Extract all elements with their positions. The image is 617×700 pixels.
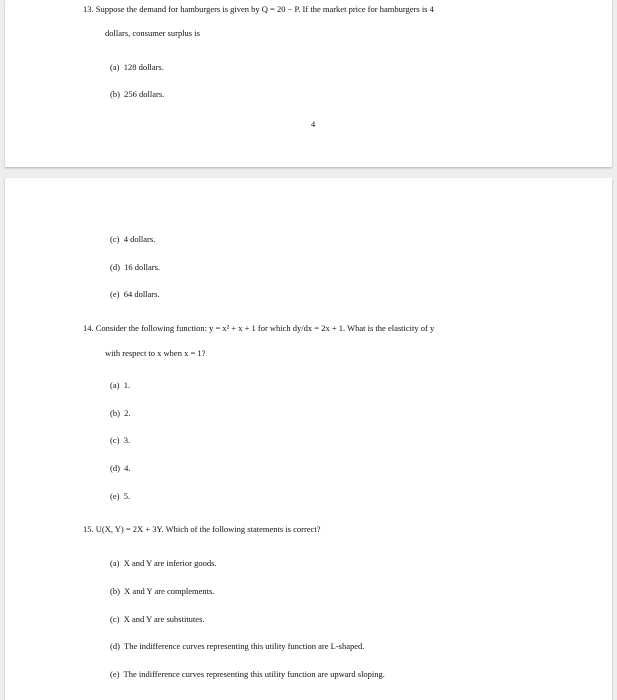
option-label: (c) (110, 435, 120, 445)
q14-option-c (110, 435, 130, 446)
option-label: (c) (110, 234, 120, 244)
question-13-line-1 (83, 4, 434, 15)
option-label: (b) (110, 408, 120, 418)
q15-option-b (110, 586, 214, 597)
option-text: X and Y are inferior goods. (123, 558, 217, 568)
page-number: 4 (311, 119, 316, 129)
option-text: 4. (124, 463, 131, 473)
option-text: 3. (123, 435, 131, 445)
question-15-text-1: U(X, Y) = 2X + 3Y. Which of the following statements is correct? (95, 524, 321, 534)
q14-option-d (110, 463, 131, 474)
q15-option-c (110, 614, 205, 625)
question-13-number: 13. (83, 4, 94, 14)
option-text: 128 dollars. (123, 62, 164, 72)
option-text: 2. (124, 408, 131, 418)
q13-option-b (110, 89, 164, 100)
question-15-line-1 (83, 524, 320, 535)
question-14-line-1 (83, 323, 434, 334)
option-label: (b) (110, 586, 120, 596)
option-label: (e) (110, 289, 120, 299)
option-text: 5. (123, 491, 131, 501)
option-label: (e) (110, 669, 120, 679)
q13-option-a (110, 62, 164, 73)
q13-option-c (110, 234, 155, 245)
option-text: X and Y are complements. (124, 586, 215, 596)
option-label: (d) (110, 463, 120, 473)
page-2 (5, 178, 612, 700)
option-label: (d) (110, 641, 120, 651)
q15-option-a (110, 558, 217, 569)
option-label: (a) (110, 558, 120, 568)
question-14-number: 14. (83, 323, 94, 333)
option-text: The indifference curves representing this utility function are upward sloping. (123, 669, 385, 679)
question-13-text-1: Suppose the demand for hamburgers is given by Q = 20 − P. If the market price for hamburgers is 4 (95, 4, 434, 14)
q13-option-e (110, 289, 160, 300)
option-label: (a) (110, 62, 120, 72)
q14-option-a (110, 380, 130, 391)
page-1 (5, 0, 612, 167)
option-label: (c) (110, 614, 120, 624)
option-text: 4 dollars. (123, 234, 156, 244)
question-13-text-2: dollars, consumer surplus is (105, 28, 200, 38)
q14-option-b (110, 408, 131, 419)
option-text: The indifference curves representing this utility function are L-shaped. (124, 641, 365, 651)
question-14-text-2: with respect to x when x = 1? (105, 348, 206, 358)
option-text: 256 dollars. (124, 89, 165, 99)
q13-option-d (110, 262, 160, 273)
option-text: X and Y are substitutes. (123, 614, 205, 624)
option-label: (d) (110, 262, 120, 272)
option-label: (a) (110, 380, 120, 390)
option-label: (b) (110, 89, 120, 99)
option-label: (e) (110, 491, 120, 501)
question-14-text-1: Consider the following function: y = x² + x + 1 for which dy/dx = 2x + 1. What is the elasticity of y (95, 323, 435, 333)
option-text: 1. (123, 380, 131, 390)
option-text: 64 dollars. (123, 289, 160, 299)
q15-option-d (110, 641, 364, 652)
option-text: 16 dollars. (124, 262, 161, 272)
question-15-number: 15. (83, 524, 94, 534)
q15-option-e (110, 669, 385, 680)
q14-option-e (110, 491, 130, 502)
